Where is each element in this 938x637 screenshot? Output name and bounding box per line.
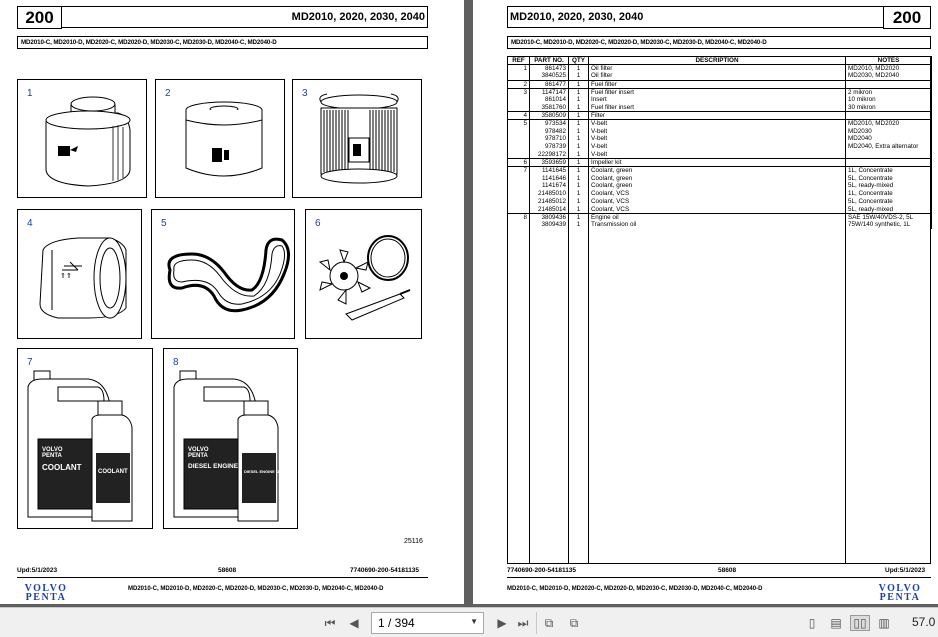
cell-notes: MD2010, MD2020	[846, 119, 932, 127]
cell-part: 3840525	[530, 72, 569, 80]
cell-ref: 5	[508, 119, 530, 127]
cell-part: 3809439	[530, 221, 569, 229]
cell-part: 861473	[530, 65, 569, 73]
cell-part: 21485014	[530, 205, 569, 213]
figure-5	[151, 209, 295, 339]
table-row	[508, 158, 932, 166]
cell-part: 21485012	[530, 198, 569, 206]
table-row	[508, 166, 932, 174]
bottle-brand: VOLVO	[188, 447, 209, 453]
cell-qty: 1	[569, 72, 589, 80]
single-page-icon[interactable]: ▯	[808, 616, 816, 630]
cell-qty: 1	[569, 65, 589, 73]
cell-qty: 1	[569, 151, 589, 159]
cell-ref: 4	[508, 111, 530, 119]
table-row	[508, 190, 932, 198]
logo-text: PENTA	[25, 592, 67, 603]
oil-filter-icon	[18, 80, 148, 199]
cell-qty: 1	[569, 166, 589, 174]
table-row	[508, 119, 932, 127]
bottle-label: DIESEL ENGINE OIL	[244, 469, 283, 474]
cell-qty: 1	[569, 104, 589, 112]
volvo-penta-logo	[17, 584, 75, 602]
oil-bottles-icon	[164, 349, 299, 530]
cell-qty: 1	[569, 135, 589, 143]
figure-number: 1	[27, 88, 33, 99]
cell-ref	[508, 221, 530, 229]
cell-notes: 5L, ready-mixed	[846, 182, 932, 190]
cell-part: 3580509	[530, 111, 569, 119]
models-line: MD2010-C, MD2010-D, MD2020-C, MD2020-D, MD2030-C, MD2030-D, MD2040-C, MD2040-D	[507, 36, 931, 49]
cell-qty: 1	[569, 143, 589, 151]
logo-text: PENTA	[879, 592, 921, 603]
cell-qty: 1	[569, 221, 589, 229]
cell-desc: Fuel filter	[589, 80, 846, 88]
cell-part: 1147147	[530, 88, 569, 96]
figure-number: 4	[27, 218, 33, 229]
footer-divider	[17, 577, 428, 578]
cell-desc: Filter	[589, 111, 846, 119]
back-view-icon[interactable]: ⧉	[544, 615, 554, 630]
figure-number: 8	[173, 357, 179, 368]
cell-qty: 1	[569, 111, 589, 119]
logo-text: VOLVO	[878, 583, 922, 594]
cell-ref	[508, 190, 530, 198]
two-page-icon[interactable]: ▯▯	[850, 615, 870, 631]
cell-notes: 30 mikron	[846, 104, 932, 112]
cell-qty: 1	[569, 190, 589, 198]
footer-doc: 7740690-200-54181135	[350, 567, 420, 574]
cell-desc: Fuel filter insert	[589, 104, 846, 112]
header-title: MD2010, 2020, 2030, 2040	[507, 6, 883, 28]
svg-text:⇑⇑: ⇑⇑	[60, 273, 72, 280]
table-row	[508, 198, 932, 206]
left-page	[0, 0, 464, 604]
cell-ref	[508, 96, 530, 104]
footer-code: 58608	[718, 567, 737, 574]
cell-part: 861477	[530, 80, 569, 88]
cell-notes: 1L, Concentrate	[846, 190, 932, 198]
footer-code: 58608	[218, 567, 237, 574]
filter-icon	[18, 210, 143, 340]
cell-part: 978482	[530, 127, 569, 135]
figure-1	[17, 79, 147, 198]
cell-ref	[508, 127, 530, 135]
header-title: MD2010, 2020, 2030, 2040	[62, 6, 428, 28]
cell-notes: 5L, Concentrate	[846, 198, 932, 206]
cell-desc: Engine oil	[589, 213, 846, 221]
parts-table	[507, 56, 932, 229]
cell-qty: 1	[569, 96, 589, 104]
continuous-page-icon[interactable]: ▤	[830, 616, 842, 630]
figure-ref: 25116	[404, 538, 423, 545]
impeller-icon	[306, 210, 423, 340]
cell-qty: 1	[569, 88, 589, 96]
first-page-icon[interactable]: ⏮	[324, 615, 336, 630]
cell-qty: 1	[569, 205, 589, 213]
figure-7	[17, 348, 153, 529]
cell-notes	[846, 151, 932, 159]
cell-qty: 1	[569, 182, 589, 190]
cell-qty: 1	[569, 213, 589, 221]
volvo-penta-logo	[871, 584, 929, 602]
cell-notes: MD2040	[846, 135, 932, 143]
cell-desc: Oil filter	[589, 72, 846, 80]
figure-number: 5	[161, 218, 167, 229]
table-row	[508, 65, 932, 73]
figure-6	[305, 209, 422, 339]
cell-notes	[846, 158, 932, 166]
cell-part: 978710	[530, 135, 569, 143]
table-row	[508, 104, 932, 112]
bottle-label: COOLANT	[98, 469, 128, 475]
cell-ref	[508, 205, 530, 213]
cell-part: 3593659	[530, 158, 569, 166]
cell-desc: Insert	[589, 96, 846, 104]
figure-3	[292, 79, 422, 198]
page-number: 200	[17, 6, 62, 29]
col-notes: NOTES	[846, 57, 932, 65]
table-row	[508, 88, 932, 96]
footer-doc: 7740690-200-54181135	[507, 567, 577, 574]
logo-text: VOLVO	[24, 583, 68, 594]
figure-number: 7	[27, 357, 33, 368]
table-row	[508, 143, 932, 151]
cell-ref	[508, 104, 530, 112]
cell-qty: 1	[569, 80, 589, 88]
cell-desc: Coolant, VCS	[589, 205, 846, 213]
cell-ref: 2	[508, 80, 530, 88]
table-row	[508, 221, 932, 229]
cell-qty: 1	[569, 119, 589, 127]
models-line: MD2010-C, MD2010-D, MD2020-C, MD2020-D, MD2030-C, MD2030-D, MD2040-C, MD2040-D	[17, 36, 428, 49]
cell-part: 1141674	[530, 182, 569, 190]
footer-date: Upd:5/1/2023	[885, 567, 926, 574]
cell-notes: 10 mikron	[846, 96, 932, 104]
cell-desc: V-belt	[589, 127, 846, 135]
footer-models: MD2010-C, MD2010-D, MD2020-C, MD2020-D, MD2030-C, MD2030-D, MD2040-C, MD2040-D	[128, 586, 384, 592]
col-qty: QTY	[569, 57, 589, 65]
cell-qty: 1	[569, 174, 589, 182]
cell-notes: MD2040, Extra alternator	[846, 143, 932, 151]
cell-qty: 1	[569, 158, 589, 166]
figure-number: 6	[315, 218, 321, 229]
last-page-icon[interactable]: ⏭	[517, 615, 529, 630]
figure-8	[163, 348, 298, 529]
cell-desc: Impeller kit	[589, 158, 846, 166]
table-row	[508, 213, 932, 221]
fuel-filter-icon	[156, 80, 286, 199]
cell-notes: MD2030	[846, 127, 932, 135]
continuous-two-page-icon[interactable]: ▥	[878, 616, 890, 630]
cell-notes	[846, 111, 932, 119]
bottle-label: COOLANT	[42, 463, 82, 472]
cell-desc: V-belt	[589, 119, 846, 127]
footer-divider	[507, 577, 931, 578]
cell-ref	[508, 151, 530, 159]
page-number: 200	[883, 6, 931, 29]
footer-models: MD2010-C, MD2010-D, MD2020-C, MD2020-D, MD2030-C, MD2030-D, MD2040-C, MD2040-D	[507, 586, 763, 592]
cell-part: 1141645	[530, 166, 569, 174]
table-row	[508, 80, 932, 88]
table-row	[508, 135, 932, 143]
page-gap	[464, 0, 473, 604]
table-row	[508, 111, 932, 119]
table-row	[508, 96, 932, 104]
right-page	[473, 0, 938, 604]
v-belt-icon	[152, 210, 296, 340]
cell-part: 1141646	[530, 174, 569, 182]
cell-part: 978739	[530, 143, 569, 151]
cell-ref	[508, 72, 530, 80]
fuel-insert-icon	[293, 80, 423, 199]
zoom-level[interactable]: 57.0	[912, 615, 936, 629]
table-row	[508, 72, 932, 80]
cell-qty: 1	[569, 127, 589, 135]
cell-ref	[508, 143, 530, 151]
cell-notes: 5L, Concentrate	[846, 174, 932, 182]
table-header	[508, 57, 932, 65]
cell-desc: Coolant, green	[589, 166, 846, 174]
cell-desc: Coolant, green	[589, 182, 846, 190]
cell-notes: 75W/140 synthetic, 1L	[846, 221, 932, 229]
cell-desc: V-belt	[589, 151, 846, 159]
forward-view-icon[interactable]: ⧉	[569, 615, 579, 630]
col-part-no: PART NO.	[530, 57, 569, 65]
next-page-icon[interactable]: ▶	[497, 616, 507, 630]
cell-desc: V-belt	[589, 143, 846, 151]
table-row	[508, 151, 932, 159]
cell-desc: Fuel filter insert	[589, 88, 846, 96]
page-indicator: 1 / 394	[378, 616, 415, 630]
cell-notes: 2 mikron	[846, 88, 932, 96]
cell-ref	[508, 182, 530, 190]
cell-ref: 3	[508, 88, 530, 96]
table-row	[508, 182, 932, 190]
cell-notes	[846, 80, 932, 88]
coolant-bottles-icon	[18, 349, 154, 530]
cell-ref: 7	[508, 166, 530, 174]
table-row	[508, 205, 932, 213]
cell-ref: 1	[508, 65, 530, 73]
col-ref: REF	[508, 57, 530, 65]
cell-notes: SAE 15W/40VDS-2, 5L	[846, 213, 932, 221]
viewer-toolbar	[0, 607, 938, 637]
cell-ref	[508, 198, 530, 206]
cell-part: 973534	[530, 119, 569, 127]
cell-desc: Coolant, VCS	[589, 190, 846, 198]
cell-part: 3809436	[530, 213, 569, 221]
cell-ref: 8	[508, 213, 530, 221]
figure-4	[17, 209, 142, 339]
cell-desc: Coolant, green	[589, 174, 846, 182]
previous-page-icon[interactable]: ◀	[349, 616, 359, 630]
cell-part: 3581760	[530, 104, 569, 112]
bottle-brand: PENTA	[42, 453, 62, 459]
chevron-down-icon: ▼	[470, 617, 478, 626]
table-row	[508, 127, 932, 135]
bottle-brand: VOLVO	[42, 447, 63, 453]
figure-number: 3	[302, 88, 308, 99]
cell-qty: 1	[569, 198, 589, 206]
bottle-label: DIESEL ENGINE	[188, 463, 239, 470]
cell-notes: 1L, Concentrate	[846, 166, 932, 174]
col-description: DESCRIPTION	[589, 57, 846, 65]
cell-desc: Transmission oil	[589, 221, 846, 229]
cell-notes: MD2030, MD2040	[846, 72, 932, 80]
cell-ref: 6	[508, 158, 530, 166]
table-row	[508, 174, 932, 182]
cell-notes: 5L, ready-mixed	[846, 205, 932, 213]
cell-notes: MD2010, MD2020	[846, 65, 932, 73]
page-selector[interactable]	[371, 612, 484, 634]
cell-desc: Coolant, VCS	[589, 198, 846, 206]
cell-ref	[508, 174, 530, 182]
bottle-brand: PENTA	[188, 453, 208, 459]
footer-date: Upd:5/1/2023	[17, 567, 58, 574]
cell-part: 861014	[530, 96, 569, 104]
figure-2	[155, 79, 285, 198]
cell-part: 22298172	[530, 151, 569, 159]
cell-desc: V-belt	[589, 135, 846, 143]
cell-ref	[508, 135, 530, 143]
cell-part: 21485010	[530, 190, 569, 198]
cell-desc: Oil filter	[589, 65, 846, 73]
figure-number: 2	[165, 88, 171, 99]
